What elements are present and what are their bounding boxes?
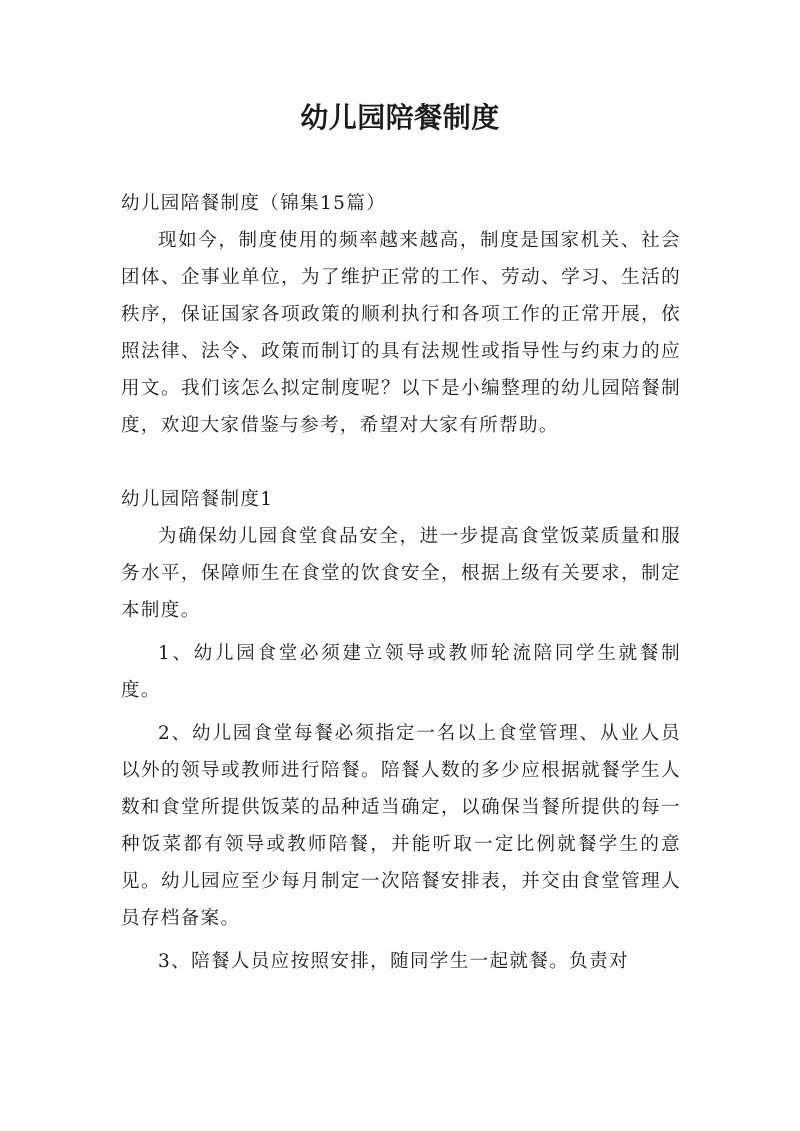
collection-heading: 幼儿园陪餐制度（锦集15篇） <box>121 193 387 214</box>
section-paragraph: 3、陪餐人员应按照安排，随同学生一起就餐。负责对 <box>158 951 629 972</box>
section-paragraph: 为确保幼儿园食堂食品安全，进一步提高食堂饭菜质量和服务水平，保障师生在食堂的饮食安全，根据上级有关要求，制定本制度。 <box>121 526 681 621</box>
section-heading: 幼儿园陪餐制度1 <box>121 489 274 510</box>
section-paragraph: 1、幼儿园食堂必须建立领导或教师轮流陪同学生就餐制度。 <box>121 643 681 701</box>
page-title: 幼儿园陪餐制度 <box>300 101 500 134</box>
intro-paragraph: 现如今，制度使用的频率越来越高，制度是国家机关、社会团体、企事业单位，为了维护正常的工作、劳动、学习、生活的秩序，保证国家各项政策的顺利执行和各项工作的正常开展，依照法律、法令、政策而制订的具有法规性或指导性与约束力的应用文。我们该怎么拟定制度呢？以下是小编整理的幼儿园陪餐制度，欢迎大家借鉴与参考，希望对大家有所帮助。 <box>121 230 681 436</box>
section-paragraph: 2、幼儿园食堂每餐必须指定一名以上食堂管理、从业人员以外的领导或教师进行陪餐。陪餐人数的多少应根据就餐学生人数和食堂所提供饭菜的品种适当确定，以确保当餐所提供的每一种饭菜都有领导或教师陪餐，并能听取一定比例就餐学生的意见。幼儿园应至少每月制定一次陪餐安排表，并交由食堂管理人员存档备案。 <box>121 723 681 929</box>
document-body <box>121 185 681 980</box>
section-spacer <box>121 444 681 481</box>
